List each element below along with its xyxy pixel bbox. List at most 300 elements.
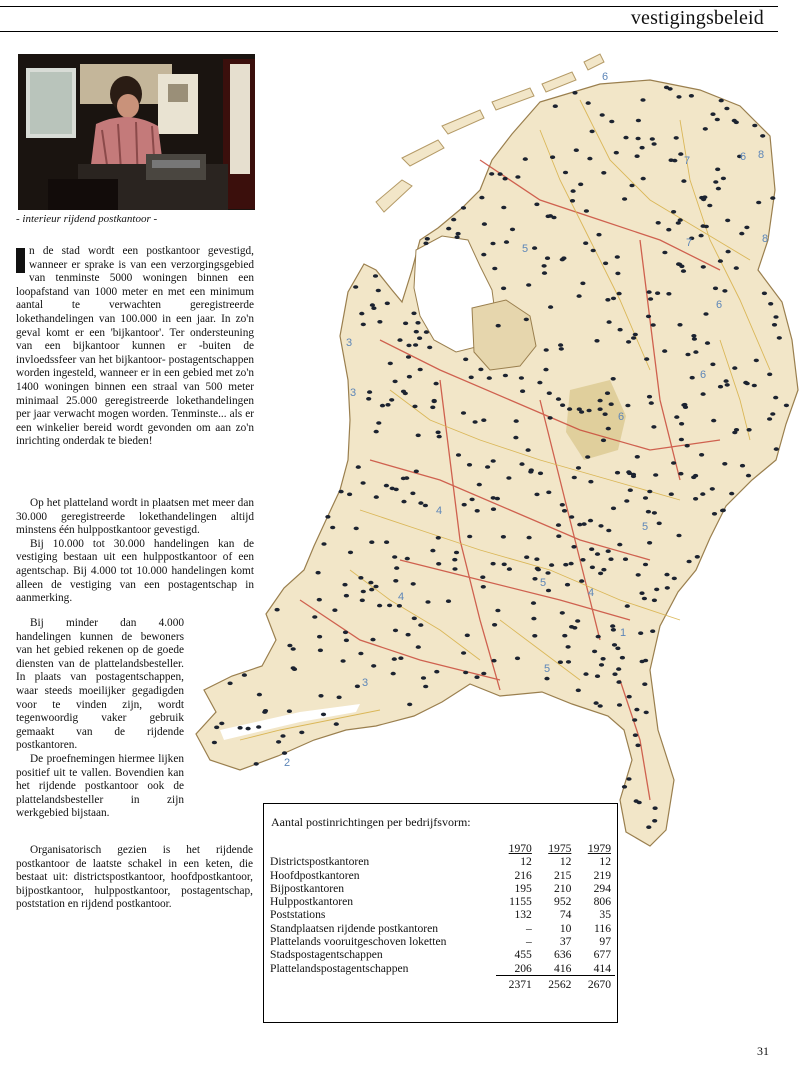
post-office-marker [487, 376, 492, 380]
post-office-marker [647, 395, 652, 399]
post-office-marker [768, 302, 773, 306]
post-office-marker [559, 347, 564, 351]
post-office-marker [465, 634, 470, 638]
post-office-marker [590, 130, 595, 134]
post-office-marker [655, 291, 660, 295]
post-office-marker [654, 588, 659, 592]
post-office-marker [526, 448, 531, 452]
post-office-marker [542, 271, 547, 275]
region-number: 6 [602, 71, 609, 83]
post-office-marker [606, 529, 611, 533]
post-office-marker [720, 509, 725, 513]
post-office-marker [584, 209, 589, 213]
post-office-marker [532, 634, 537, 638]
post-office-marker [603, 262, 608, 266]
post-office-marker [467, 535, 472, 539]
post-office-marker [475, 509, 480, 513]
post-office-marker [503, 374, 508, 378]
post-office-marker [416, 434, 421, 438]
paragraph-city-text: n de stad wordt een postkantoor gevestigd, wanneer er sprake is van een verzorgingsgebied van tenminste 5000 woningen binnen een loopafstand van 1000 meter en met een minimum aantal te verwachten geregistreerde lokethandelingen van 100.000 in een jaar. In zo'n geval komt er een 'bijkantoor'. Ter ondersteuning van een bijkantoor kunnen er -buiten de invloedssfeer van het bijkantoor- postagentschappen worden ingesteld, wanneer er in een gebied met zo'n 1400 woningen binnen een straal van 500 meter minimaal 25.000 geregistreerde lokethandelingen per jaar verwacht mogen worden. Tenminste... als er een winkelier bereid wordt gevonden om aan zo'n inrichting onderdak te bieden! [16, 245, 254, 448]
post-office-marker [446, 227, 451, 231]
post-office-marker [556, 523, 561, 527]
post-office-marker [767, 373, 772, 377]
post-office-marker [376, 421, 381, 425]
post-office-marker [611, 507, 616, 511]
post-office-marker [600, 113, 605, 117]
post-office-marker [582, 522, 587, 526]
post-office-marker [710, 112, 715, 116]
post-office-marker [392, 657, 397, 661]
post-office-marker [393, 579, 398, 583]
post-office-marker [640, 98, 645, 102]
post-office-marker [610, 624, 615, 628]
year-header: 1970 [508, 842, 532, 855]
post-office-marker [718, 259, 723, 263]
post-office-marker [616, 680, 621, 684]
post-office-marker [560, 611, 565, 615]
post-office-marker [503, 177, 508, 181]
post-office-marker [545, 571, 550, 575]
post-office-marker [777, 336, 782, 340]
post-office-marker [414, 330, 419, 334]
post-office-marker [534, 203, 539, 207]
post-office-marker [577, 294, 582, 298]
post-office-marker [725, 383, 730, 387]
post-office-marker [562, 509, 567, 513]
post-office-marker [674, 415, 679, 419]
post-office-marker [580, 282, 585, 286]
post-office-marker [690, 376, 695, 380]
post-office-marker [411, 312, 416, 316]
post-office-marker [566, 645, 571, 649]
post-office-marker [287, 644, 292, 648]
post-office-marker [436, 562, 441, 566]
region-number: 5 [522, 243, 529, 255]
post-office-marker [348, 551, 353, 555]
post-office-marker [740, 464, 745, 468]
post-office-marker [644, 711, 649, 715]
post-office-marker [542, 264, 547, 268]
post-office-marker [502, 563, 507, 567]
total-1970: 2371 [496, 975, 536, 991]
post-office-marker [623, 557, 628, 561]
post-office-marker [531, 617, 536, 621]
post-office-marker [575, 619, 580, 623]
post-office-marker [369, 588, 374, 592]
post-office-marker [710, 487, 715, 491]
year-header: 1979 [587, 842, 611, 855]
post-offices-table [263, 803, 618, 1023]
post-office-marker [432, 400, 437, 404]
post-office-marker [359, 312, 364, 316]
post-office-marker [701, 392, 706, 396]
post-office-marker [418, 501, 423, 505]
post-office-marker [639, 591, 644, 595]
post-office-marker [219, 722, 224, 726]
post-office-marker [692, 337, 697, 341]
post-office-marker [620, 656, 625, 660]
post-office-marker [532, 577, 537, 581]
post-office-marker [424, 330, 429, 334]
post-office-marker [513, 436, 518, 440]
post-office-marker [491, 659, 496, 663]
post-office-marker [369, 540, 374, 544]
post-office-marker [700, 492, 705, 496]
post-office-marker [677, 323, 682, 327]
post-office-marker [332, 608, 337, 612]
post-office-marker [770, 412, 775, 416]
post-office-marker [622, 197, 627, 201]
post-office-marker [482, 222, 487, 226]
post-office-marker [656, 221, 661, 225]
post-office-marker [492, 623, 497, 627]
post-office-marker [691, 476, 696, 480]
post-office-marker [701, 265, 706, 269]
post-office-marker [436, 536, 441, 540]
post-office-marker [374, 430, 379, 434]
post-office-marker [534, 493, 539, 497]
post-office-marker [724, 379, 729, 383]
post-office-marker [390, 487, 395, 491]
post-office-marker [679, 438, 684, 442]
post-office-marker [405, 557, 410, 561]
post-office-marker [713, 287, 718, 291]
table-row: Plattelands vooruitgeschoven loketten – 37 97 [270, 935, 611, 949]
post-office-marker [485, 465, 490, 469]
post-office-marker [551, 216, 556, 220]
post-office-marker [732, 119, 737, 123]
post-office-marker [712, 512, 717, 516]
post-office-marker [392, 555, 397, 559]
post-office-marker [572, 91, 577, 95]
post-office-marker [397, 338, 402, 342]
post-office-marker [412, 405, 417, 409]
post-office-marker [282, 751, 287, 755]
post-office-marker [470, 498, 475, 502]
region-number: 5 [544, 663, 551, 675]
post-office-marker [599, 663, 604, 667]
post-office-marker [646, 825, 651, 829]
post-office-marker [556, 397, 561, 401]
post-office-marker [699, 234, 704, 238]
post-office-marker [636, 573, 641, 577]
post-office-marker [546, 589, 551, 593]
post-office-marker [514, 419, 519, 423]
post-office-marker [358, 652, 363, 656]
map-netherlands-post-offices [180, 40, 800, 860]
post-office-marker [212, 741, 217, 745]
table-row: Hoofdpostkantoren 216 215 219 [270, 868, 611, 882]
post-office-marker [647, 490, 652, 494]
post-office-marker [388, 362, 393, 366]
post-office-marker [671, 210, 676, 214]
header-rule [0, 31, 778, 32]
post-office-marker [563, 563, 568, 567]
post-office-marker [633, 333, 638, 337]
region-number: 7 [686, 237, 693, 249]
region-number: 3 [350, 387, 357, 399]
post-office-marker [321, 542, 326, 546]
post-office-marker [609, 120, 614, 124]
post-office-marker [571, 189, 576, 193]
post-office-marker [605, 391, 610, 395]
post-office-marker [633, 733, 638, 737]
region-number: 5 [642, 521, 649, 533]
post-office-marker [646, 510, 651, 514]
post-office-marker [614, 151, 619, 155]
post-office-marker [699, 453, 704, 457]
post-office-marker [481, 253, 486, 257]
post-office-marker [627, 695, 632, 699]
post-office-marker [355, 685, 360, 689]
post-office-marker [608, 557, 613, 561]
table-row: Bijpostkantoren 195 210 294 [270, 881, 611, 895]
post-office-marker [625, 404, 630, 408]
post-office-marker [318, 649, 323, 653]
post-office-marker [598, 407, 603, 411]
post-office-marker [574, 148, 579, 152]
post-office-marker [596, 635, 601, 639]
post-office-marker [394, 566, 399, 570]
post-office-marker [642, 682, 647, 686]
post-office-marker [532, 246, 537, 250]
post-office-marker [652, 599, 657, 603]
post-office-marker [463, 358, 468, 362]
post-office-marker [275, 608, 280, 612]
post-office-marker [587, 157, 592, 161]
post-office-marker [545, 256, 550, 260]
post-office-marker [586, 101, 591, 105]
post-office-marker [430, 549, 435, 553]
post-office-marker [565, 583, 570, 587]
post-office-marker [342, 583, 347, 587]
post-office-marker [682, 403, 687, 407]
post-office-marker [347, 493, 352, 497]
post-office-marker [370, 638, 375, 642]
post-office-marker [747, 428, 752, 432]
post-office-marker [642, 597, 647, 601]
post-office-marker [669, 492, 674, 496]
post-office-marker [556, 534, 561, 538]
post-office-marker [734, 266, 739, 270]
post-office-marker [371, 306, 376, 310]
post-office-marker [549, 563, 554, 567]
post-office-marker [558, 343, 563, 347]
post-office-marker [752, 124, 757, 128]
post-office-marker [647, 290, 652, 294]
post-office-marker [676, 221, 681, 225]
post-office-marker [665, 586, 670, 590]
post-office-marker [334, 722, 339, 726]
post-office-marker [601, 657, 606, 661]
post-office-marker [598, 704, 603, 708]
post-office-marker [538, 472, 543, 476]
post-office-marker [701, 224, 706, 228]
post-office-marker [434, 670, 439, 674]
post-office-marker [469, 376, 474, 380]
post-office-marker [591, 249, 596, 253]
post-office-marker [276, 740, 281, 744]
post-office-marker [641, 177, 646, 181]
post-office-marker [515, 175, 520, 179]
post-office-marker [635, 744, 640, 748]
post-office-marker [585, 455, 590, 459]
post-office-marker [774, 447, 779, 451]
post-office-marker [611, 628, 616, 632]
post-office-marker [672, 577, 677, 581]
post-office-marker [666, 292, 671, 296]
post-office-marker [454, 551, 459, 555]
post-office-marker [246, 727, 251, 731]
region-number: 5 [540, 577, 547, 589]
post-office-marker [479, 196, 484, 200]
post-office-marker [423, 504, 428, 508]
paragraph-rural-delivery: Bij minder dan 4.000 handelingen kunnen de bewoners van het gebied rekenen op de goede diensten van de plattelandsbesteller. In plaats van postagentschappen, waar steeds moeilijker gegadigden voor te vinden zijn, wordt tegenwoordig vaker gebruik gemaakt van de rijdende postkantoren. [16, 617, 184, 752]
post-office-marker [773, 396, 778, 400]
table-totals-row [270, 975, 615, 991]
post-office-marker [703, 312, 708, 316]
post-office-marker [414, 470, 419, 474]
post-office-marker [685, 444, 690, 448]
region-number: 4 [398, 591, 405, 603]
post-office-marker [299, 731, 304, 735]
post-office-marker [437, 435, 442, 439]
post-office-marker [550, 155, 555, 159]
post-office-marker [526, 283, 531, 287]
post-office-marker [662, 349, 667, 353]
post-office-marker [515, 657, 520, 661]
post-office-marker [376, 289, 381, 293]
post-office-marker [356, 465, 361, 469]
post-office-marker [578, 183, 583, 187]
post-office-marker [710, 363, 715, 367]
post-office-marker [601, 171, 606, 175]
post-office-marker [318, 694, 323, 698]
post-office-marker [403, 322, 408, 326]
post-office-marker [366, 397, 371, 401]
table-row: Stadspostagentschappen 455 636 677 [270, 948, 611, 962]
post-office-marker [631, 336, 636, 340]
post-office-marker [412, 617, 417, 621]
region-number: 2 [284, 757, 291, 769]
post-office-marker [561, 256, 566, 260]
post-office-marker [583, 672, 588, 676]
post-office-marker [531, 601, 536, 605]
table-body [270, 842, 615, 991]
post-office-marker [401, 500, 406, 504]
post-office-marker [626, 470, 631, 474]
text-block-rural-delivery [16, 617, 184, 821]
table-row: Hulppostkantoren 1155 952 806 [270, 895, 611, 909]
post-office-marker [606, 427, 611, 431]
post-office-marker [676, 534, 681, 538]
post-office-marker [560, 503, 565, 507]
post-office-marker [589, 547, 594, 551]
post-office-marker [504, 240, 509, 244]
page-number: 31 [757, 1044, 769, 1058]
post-office-marker [527, 536, 532, 540]
post-office-marker [415, 321, 420, 325]
post-office-marker [725, 219, 730, 223]
post-office-marker [418, 623, 423, 627]
post-office-marker [603, 412, 608, 416]
region-number: 7 [684, 155, 691, 167]
post-office-marker [481, 585, 486, 589]
post-office-marker [377, 320, 382, 324]
post-office-marker [406, 355, 411, 359]
post-office-marker [506, 476, 511, 480]
post-office-marker [588, 480, 593, 484]
post-office-marker [681, 269, 686, 273]
post-office-marker [606, 549, 611, 553]
paragraph-countryside: Op het platteland wordt in plaatsen met meer dan 30.000 geregistreerde lokethandelingen altijd minstens één hulppostkantoor gevestigd. [16, 497, 254, 537]
post-office-marker [643, 496, 648, 500]
post-office-marker [567, 407, 572, 411]
post-office-marker [576, 689, 581, 693]
table-row: Poststations 132 74 35 [270, 908, 611, 922]
post-office-marker [625, 604, 630, 608]
post-office-marker [558, 660, 563, 664]
post-office-marker [726, 250, 731, 254]
post-office-marker [569, 515, 574, 519]
post-office-marker [492, 267, 497, 271]
post-office-marker [380, 404, 385, 408]
post-office-marker [681, 179, 686, 183]
region-number: 3 [362, 677, 369, 689]
post-office-marker [705, 341, 710, 345]
post-office-marker [651, 323, 656, 327]
post-office-marker [393, 380, 398, 384]
post-office-marker [371, 664, 376, 668]
post-office-marker [238, 726, 243, 730]
post-office-marker [510, 228, 515, 232]
post-office-marker [592, 650, 597, 654]
post-office-marker [461, 206, 466, 210]
post-office-marker [648, 297, 653, 301]
post-office-marker [626, 777, 631, 781]
post-office-marker [385, 403, 390, 407]
post-office-marker [474, 675, 479, 679]
post-office-marker [548, 305, 553, 309]
post-office-marker [650, 629, 655, 633]
post-office-marker [693, 497, 698, 501]
post-office-marker [640, 660, 645, 664]
region-number: 6 [740, 151, 747, 163]
post-office-marker [646, 315, 651, 319]
post-office-marker [611, 377, 616, 381]
post-office-marker [489, 172, 494, 176]
post-office-marker [256, 725, 261, 729]
post-office-marker [598, 399, 603, 403]
post-office-marker [594, 339, 599, 343]
post-office-marker [571, 545, 576, 549]
post-office-marker [462, 503, 467, 507]
post-office-marker [473, 420, 478, 424]
post-office-marker [624, 499, 629, 503]
post-office-marker [744, 226, 749, 230]
post-office-marker [598, 572, 603, 576]
post-office-marker [280, 734, 285, 738]
post-office-marker [425, 600, 430, 604]
post-office-marker [579, 579, 584, 583]
post-office-marker [745, 382, 750, 386]
post-office-marker [635, 455, 640, 459]
post-office-marker [325, 515, 330, 519]
post-office-marker [636, 119, 641, 123]
post-office-marker [423, 685, 428, 689]
post-office-marker [622, 785, 627, 789]
post-office-marker [650, 137, 655, 141]
